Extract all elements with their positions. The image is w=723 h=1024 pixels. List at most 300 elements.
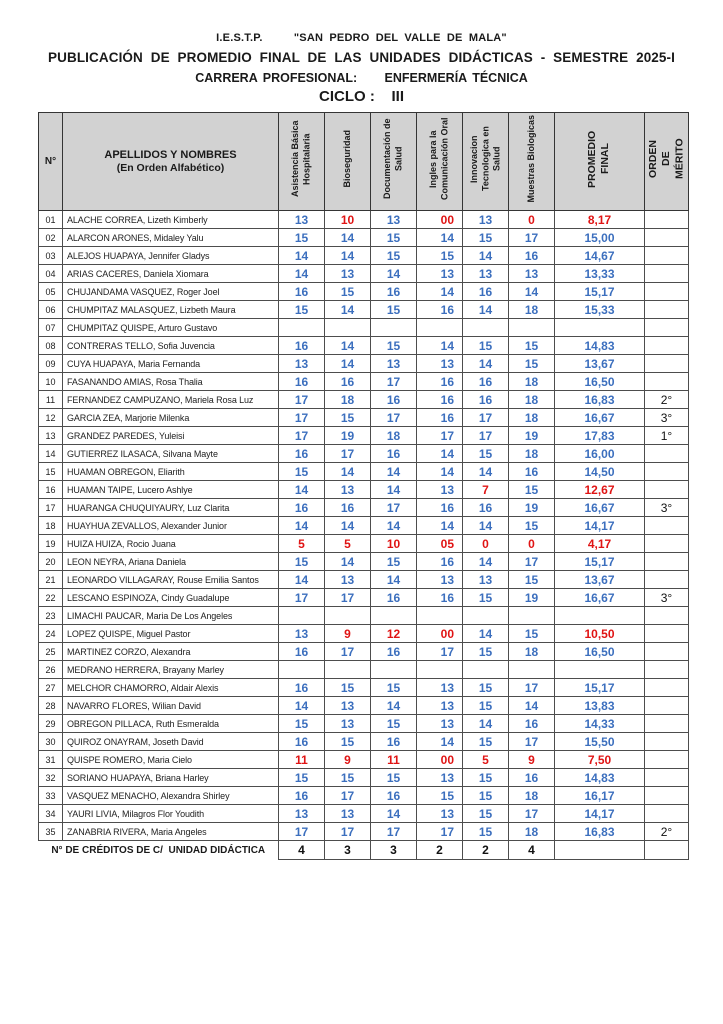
grade-cell: 15 — [371, 679, 417, 697]
table-row — [39, 697, 689, 715]
grade-cell: 15 — [463, 769, 509, 787]
grade-cell: 16 — [417, 301, 463, 319]
grade-cell: 15 — [463, 589, 509, 607]
grade-cell: 15 — [371, 247, 417, 265]
table-row — [39, 283, 689, 301]
merit-cell — [645, 355, 689, 373]
row-number: 19 — [39, 535, 63, 553]
grade-cell: 16 — [371, 445, 417, 463]
average-cell: 16,00 — [555, 445, 645, 463]
grade-cell: 13 — [417, 571, 463, 589]
student-name: ZANABRIA RIVERA, Maria Angeles — [63, 823, 279, 841]
merit-cell — [645, 337, 689, 355]
grade-cell: 13 — [509, 265, 555, 283]
grade-cell: 00 — [417, 211, 463, 229]
grade-cell: 15 — [325, 769, 371, 787]
grade-cell: 16 — [371, 733, 417, 751]
credits-average-empty-cell — [555, 841, 645, 860]
grade-cell: 13 — [463, 211, 509, 229]
table-row — [39, 445, 689, 463]
merit-cell — [645, 319, 689, 337]
merit-cell: 1° — [645, 427, 689, 445]
grade-cell: 16 — [371, 589, 417, 607]
average-cell: 13,83 — [555, 697, 645, 715]
subject-header-label: Muestras Biologicas — [525, 115, 536, 203]
subject-header-label: Asistencia Básica Hospitalaria — [290, 120, 312, 198]
row-number: 18 — [39, 517, 63, 535]
merit-cell — [645, 517, 689, 535]
grade-cell: 16 — [417, 373, 463, 391]
table-row — [39, 787, 689, 805]
institution-title: I.E.S.T.P. "SAN PEDRO DEL VALLE DE MALA" — [216, 32, 507, 44]
row-number: 35 — [39, 823, 63, 841]
grade-cell — [463, 607, 509, 625]
grade-cell: 16 — [509, 769, 555, 787]
grade-cell: 13 — [279, 211, 325, 229]
merit-cell: 2° — [645, 391, 689, 409]
student-name: ARIAS CACERES, Daniela Xiomara — [63, 265, 279, 283]
grade-cell — [325, 319, 371, 337]
grade-cell: 14 — [371, 463, 417, 481]
table-header — [39, 113, 689, 211]
student-name: SORIANO HUAPAYA, Briana Harley — [63, 769, 279, 787]
average-cell: 14,17 — [555, 517, 645, 535]
grade-cell: 16 — [279, 445, 325, 463]
grade-cell: 15 — [279, 769, 325, 787]
table-row — [39, 589, 689, 607]
grade-cell: 13 — [325, 481, 371, 499]
grade-cell: 14 — [371, 481, 417, 499]
average-cell: 14,50 — [555, 463, 645, 481]
grade-cell: 15 — [325, 409, 371, 427]
grade-cell: 15 — [371, 301, 417, 319]
grade-cell: 18 — [509, 787, 555, 805]
credit-value: 3 — [371, 841, 417, 860]
row-number: 34 — [39, 805, 63, 823]
average-cell: 16,67 — [555, 589, 645, 607]
table-row — [39, 517, 689, 535]
average-cell — [555, 607, 645, 625]
table-row — [39, 715, 689, 733]
grade-cell — [279, 607, 325, 625]
grade-cell: 14 — [371, 805, 417, 823]
table-row — [39, 409, 689, 427]
row-number: 13 — [39, 427, 63, 445]
grade-cell: 18 — [509, 643, 555, 661]
credit-value: 3 — [325, 841, 371, 860]
table-row — [39, 481, 689, 499]
grade-cell: 17 — [463, 409, 509, 427]
grade-cell: 17 — [279, 427, 325, 445]
grade-cell: 15 — [463, 733, 509, 751]
merit-cell — [645, 373, 689, 391]
row-number: 07 — [39, 319, 63, 337]
grade-cell: 7 — [463, 481, 509, 499]
grade-cell: 18 — [509, 823, 555, 841]
table-row — [39, 391, 689, 409]
subject-header-label: Ingles para la Comunicación Oral — [428, 117, 450, 201]
merit-cell — [645, 211, 689, 229]
table-row — [39, 301, 689, 319]
grade-cell: 19 — [509, 427, 555, 445]
grade-cell: 17 — [509, 733, 555, 751]
grade-cell: 15 — [463, 697, 509, 715]
row-number: 06 — [39, 301, 63, 319]
grade-cell: 14 — [325, 247, 371, 265]
grade-cell: 9 — [325, 751, 371, 769]
merit-cell — [645, 463, 689, 481]
grade-cell: 15 — [325, 283, 371, 301]
grade-cell: 00 — [417, 625, 463, 643]
grade-cell: 13 — [463, 571, 509, 589]
table-row — [39, 769, 689, 787]
names-header-line2: (En Orden Alfabético) — [116, 162, 225, 174]
grade-cell: 16 — [463, 391, 509, 409]
student-name: ALACHE CORREA, Lizeth Kimberly — [63, 211, 279, 229]
column-header-names — [63, 113, 279, 211]
student-name: HUAMAN TAIPE, Lucero Ashlye — [63, 481, 279, 499]
table-row — [39, 571, 689, 589]
row-number: 20 — [39, 553, 63, 571]
grade-cell: 15 — [509, 481, 555, 499]
average-cell: 15,17 — [555, 553, 645, 571]
grade-cell: 15 — [417, 247, 463, 265]
grade-cell: 14 — [463, 355, 509, 373]
publication-title: PUBLICACIÓN DE PROMEDIO FINAL DE LAS UNIDADES DIDÁCTICAS - SEMESTRE 2025-I — [48, 50, 675, 65]
grade-cell: 17 — [417, 427, 463, 445]
merit-cell — [645, 715, 689, 733]
grade-cell — [279, 661, 325, 679]
grade-cell: 13 — [279, 625, 325, 643]
average-cell: 8,17 — [555, 211, 645, 229]
table-row — [39, 553, 689, 571]
table-row — [39, 211, 689, 229]
grade-cell: 13 — [325, 265, 371, 283]
grade-cell: 13 — [417, 265, 463, 283]
grade-cell: 14 — [371, 265, 417, 283]
row-number: 12 — [39, 409, 63, 427]
grade-cell: 15 — [463, 805, 509, 823]
merit-cell — [645, 805, 689, 823]
grade-cell: 17 — [279, 589, 325, 607]
student-name: CHUMPITAZ MALASQUEZ, Lizbeth Maura — [63, 301, 279, 319]
grade-cell: 05 — [417, 535, 463, 553]
grade-cell: 13 — [279, 355, 325, 373]
grade-cell: 16 — [417, 589, 463, 607]
grade-cell: 17 — [371, 409, 417, 427]
names-header-line1: APELLIDOS Y NOMBRES — [104, 149, 237, 161]
grade-cell: 15 — [279, 715, 325, 733]
grade-cell: 14 — [325, 517, 371, 535]
merit-cell — [645, 697, 689, 715]
grade-cell: 16 — [371, 391, 417, 409]
student-name: LEON NEYRA, Ariana Daniela — [63, 553, 279, 571]
grade-cell: 19 — [509, 499, 555, 517]
grade-cell: 15 — [509, 625, 555, 643]
merit-cell: 3° — [645, 499, 689, 517]
grade-cell: 17 — [279, 409, 325, 427]
merit-cell — [645, 733, 689, 751]
row-number: 03 — [39, 247, 63, 265]
grade-cell — [279, 319, 325, 337]
grade-cell: 17 — [371, 823, 417, 841]
grade-cell — [417, 319, 463, 337]
grade-cell: 17 — [371, 373, 417, 391]
merit-cell — [645, 283, 689, 301]
credits-row — [39, 841, 689, 860]
grade-cell: 19 — [509, 589, 555, 607]
grade-cell: 16 — [279, 337, 325, 355]
merit-cell — [645, 751, 689, 769]
grade-cell: 14 — [325, 463, 371, 481]
grade-cell: 14 — [463, 247, 509, 265]
average-cell: 15,33 — [555, 301, 645, 319]
grade-cell: 14 — [325, 553, 371, 571]
row-number: 14 — [39, 445, 63, 463]
student-name: LOPEZ QUISPE, Miguel Pastor — [63, 625, 279, 643]
grade-cell: 17 — [509, 553, 555, 571]
grade-cell: 13 — [463, 265, 509, 283]
grade-cell: 15 — [463, 643, 509, 661]
grade-cell: 16 — [371, 787, 417, 805]
grade-cell: 14 — [325, 301, 371, 319]
table-row — [39, 535, 689, 553]
student-name: MEDRANO HERRERA, Brayany Marley — [63, 661, 279, 679]
grade-cell: 14 — [463, 517, 509, 535]
grade-cell: 16 — [509, 715, 555, 733]
grade-cell: 15 — [463, 679, 509, 697]
grade-cell: 15 — [279, 553, 325, 571]
grade-cell: 15 — [417, 787, 463, 805]
grade-cell: 16 — [509, 463, 555, 481]
merit-cell: 2° — [645, 823, 689, 841]
average-cell: 16,67 — [555, 409, 645, 427]
table-row — [39, 427, 689, 445]
table-row — [39, 247, 689, 265]
grade-cell: 15 — [371, 229, 417, 247]
grade-cell — [509, 607, 555, 625]
row-number: 27 — [39, 679, 63, 697]
grade-cell: 19 — [325, 427, 371, 445]
student-name: LESCANO ESPINOZA, Cindy Guadalupe — [63, 589, 279, 607]
grade-cell — [325, 661, 371, 679]
grade-cell: 14 — [279, 247, 325, 265]
grade-cell — [509, 319, 555, 337]
career-line: CARRERA PROFESIONAL: ENFERMERÍA TÉCNICA — [195, 71, 528, 85]
grade-cell: 14 — [325, 229, 371, 247]
grade-cell: 18 — [509, 391, 555, 409]
merit-cell — [645, 265, 689, 283]
grade-cell — [417, 607, 463, 625]
row-number: 31 — [39, 751, 63, 769]
grade-cell: 15 — [463, 337, 509, 355]
student-name: CHUJANDAMA VASQUEZ, Roger Joel — [63, 283, 279, 301]
grade-cell: 17 — [279, 823, 325, 841]
student-name: CONTRERAS TELLO, Sofia Juvencia — [63, 337, 279, 355]
student-name: ALEJOS HUAPAYA, Jennifer Gladys — [63, 247, 279, 265]
grade-cell: 5 — [279, 535, 325, 553]
student-name: LIMACHI PAUCAR, Maria De Los Angeles — [63, 607, 279, 625]
merit-cell — [645, 643, 689, 661]
column-header-subject — [463, 113, 509, 211]
grade-cell: 16 — [279, 499, 325, 517]
row-number: 04 — [39, 265, 63, 283]
grade-cell: 15 — [325, 679, 371, 697]
merit-cell — [645, 445, 689, 463]
table-row — [39, 355, 689, 373]
grade-cell: 14 — [279, 571, 325, 589]
grade-cell: 13 — [417, 769, 463, 787]
grade-cell: 17 — [509, 679, 555, 697]
grade-cell: 14 — [417, 337, 463, 355]
merit-header-label: ORDEN DE MÉRITO — [646, 138, 686, 180]
grade-cell: 13 — [325, 571, 371, 589]
grade-cell — [463, 661, 509, 679]
row-number: 05 — [39, 283, 63, 301]
row-number: 21 — [39, 571, 63, 589]
row-number: 17 — [39, 499, 63, 517]
student-rows — [39, 211, 689, 841]
grade-cell: 11 — [279, 751, 325, 769]
student-name: FERNANDEZ CAMPUZANO, Mariela Rosa Luz — [63, 391, 279, 409]
table-row — [39, 823, 689, 841]
grade-cell: 13 — [279, 805, 325, 823]
row-number: 33 — [39, 787, 63, 805]
merit-cell — [645, 607, 689, 625]
grade-cell: 15 — [463, 823, 509, 841]
average-cell: 16,83 — [555, 823, 645, 841]
grade-cell: 14 — [325, 355, 371, 373]
grade-cell: 0 — [463, 535, 509, 553]
grade-cell: 16 — [325, 499, 371, 517]
row-number: 08 — [39, 337, 63, 355]
average-cell: 4,17 — [555, 535, 645, 553]
grade-cell: 17 — [417, 643, 463, 661]
average-cell: 16,50 — [555, 373, 645, 391]
grade-cell: 15 — [463, 229, 509, 247]
document-header — [0, 0, 723, 105]
grade-cell — [371, 319, 417, 337]
grade-cell: 15 — [371, 769, 417, 787]
table-row — [39, 499, 689, 517]
table-row — [39, 265, 689, 283]
grade-cell: 18 — [509, 301, 555, 319]
grade-cell: 14 — [417, 733, 463, 751]
grade-cell: 17 — [417, 823, 463, 841]
grade-cell: 15 — [463, 445, 509, 463]
credit-value: 2 — [417, 841, 463, 860]
average-cell: 14,83 — [555, 769, 645, 787]
student-name: QUISPE ROMERO, Maria Cielo — [63, 751, 279, 769]
grade-cell: 13 — [417, 805, 463, 823]
student-name: FASANANDO AMIAS, Rosa Thalia — [63, 373, 279, 391]
average-cell — [555, 661, 645, 679]
grade-cell — [417, 661, 463, 679]
column-header-subject — [509, 113, 555, 211]
grade-cell: 16 — [371, 643, 417, 661]
grade-cell: 14 — [279, 265, 325, 283]
grade-cell: 16 — [279, 643, 325, 661]
merit-cell — [645, 571, 689, 589]
table-row — [39, 337, 689, 355]
grade-cell: 11 — [371, 751, 417, 769]
student-name: HUAYHUA ZEVALLOS, Alexander Junior — [63, 517, 279, 535]
grade-cell: 9 — [509, 751, 555, 769]
column-header-subject — [279, 113, 325, 211]
grade-cell: 16 — [463, 499, 509, 517]
grade-cell — [463, 319, 509, 337]
grade-cell: 15 — [509, 571, 555, 589]
average-cell — [555, 319, 645, 337]
grade-cell — [509, 661, 555, 679]
grade-cell: 16 — [417, 391, 463, 409]
average-cell: 15,17 — [555, 679, 645, 697]
row-number: 22 — [39, 589, 63, 607]
table-row — [39, 463, 689, 481]
grade-cell: 14 — [417, 445, 463, 463]
grade-cell: 14 — [463, 553, 509, 571]
credits-merit-empty-cell — [645, 841, 689, 860]
grade-cell: 15 — [463, 787, 509, 805]
grade-cell: 16 — [325, 373, 371, 391]
grade-cell: 13 — [325, 805, 371, 823]
grade-cell: 13 — [417, 715, 463, 733]
grade-cell: 14 — [325, 337, 371, 355]
grade-cell: 16 — [279, 733, 325, 751]
student-name: YAURI LIVIA, Milagros Flor Youdith — [63, 805, 279, 823]
grade-cell: 14 — [371, 571, 417, 589]
grade-cell: 18 — [509, 445, 555, 463]
average-cell: 15,17 — [555, 283, 645, 301]
grade-cell: 17 — [371, 499, 417, 517]
grade-cell: 13 — [325, 697, 371, 715]
merit-cell — [645, 535, 689, 553]
grade-cell: 0 — [509, 535, 555, 553]
merit-cell — [645, 481, 689, 499]
student-name: CUYA HUAPAYA, Maria Fernanda — [63, 355, 279, 373]
grade-cell: 14 — [417, 283, 463, 301]
average-cell: 12,67 — [555, 481, 645, 499]
row-number: 16 — [39, 481, 63, 499]
student-name: VASQUEZ MENACHO, Alexandra Shirley — [63, 787, 279, 805]
grade-cell: 17 — [325, 589, 371, 607]
table-row — [39, 607, 689, 625]
subject-header-label: Bioseguridad — [341, 130, 352, 188]
grade-cell: 14 — [417, 517, 463, 535]
column-header-subject — [325, 113, 371, 211]
grade-cell: 17 — [509, 229, 555, 247]
average-header-label: PROMEDIO FINAL — [586, 130, 612, 188]
table-row — [39, 805, 689, 823]
student-name: CHUMPITAZ QUISPE, Arturo Gustavo — [63, 319, 279, 337]
cycle-line: CICLO : III — [319, 88, 404, 105]
grade-cell: 14 — [463, 463, 509, 481]
row-number: 11 — [39, 391, 63, 409]
grade-cell: 14 — [463, 301, 509, 319]
grade-cell: 17 — [325, 445, 371, 463]
merit-cell — [645, 229, 689, 247]
column-header-merit — [645, 113, 689, 211]
student-name: GRANDEZ PAREDES, Yuleisi — [63, 427, 279, 445]
table-row — [39, 733, 689, 751]
merit-cell — [645, 301, 689, 319]
credit-value: 2 — [463, 841, 509, 860]
grade-cell: 00 — [417, 751, 463, 769]
merit-cell — [645, 769, 689, 787]
grade-cell: 16 — [279, 787, 325, 805]
average-cell: 15,00 — [555, 229, 645, 247]
grade-cell: 16 — [417, 499, 463, 517]
